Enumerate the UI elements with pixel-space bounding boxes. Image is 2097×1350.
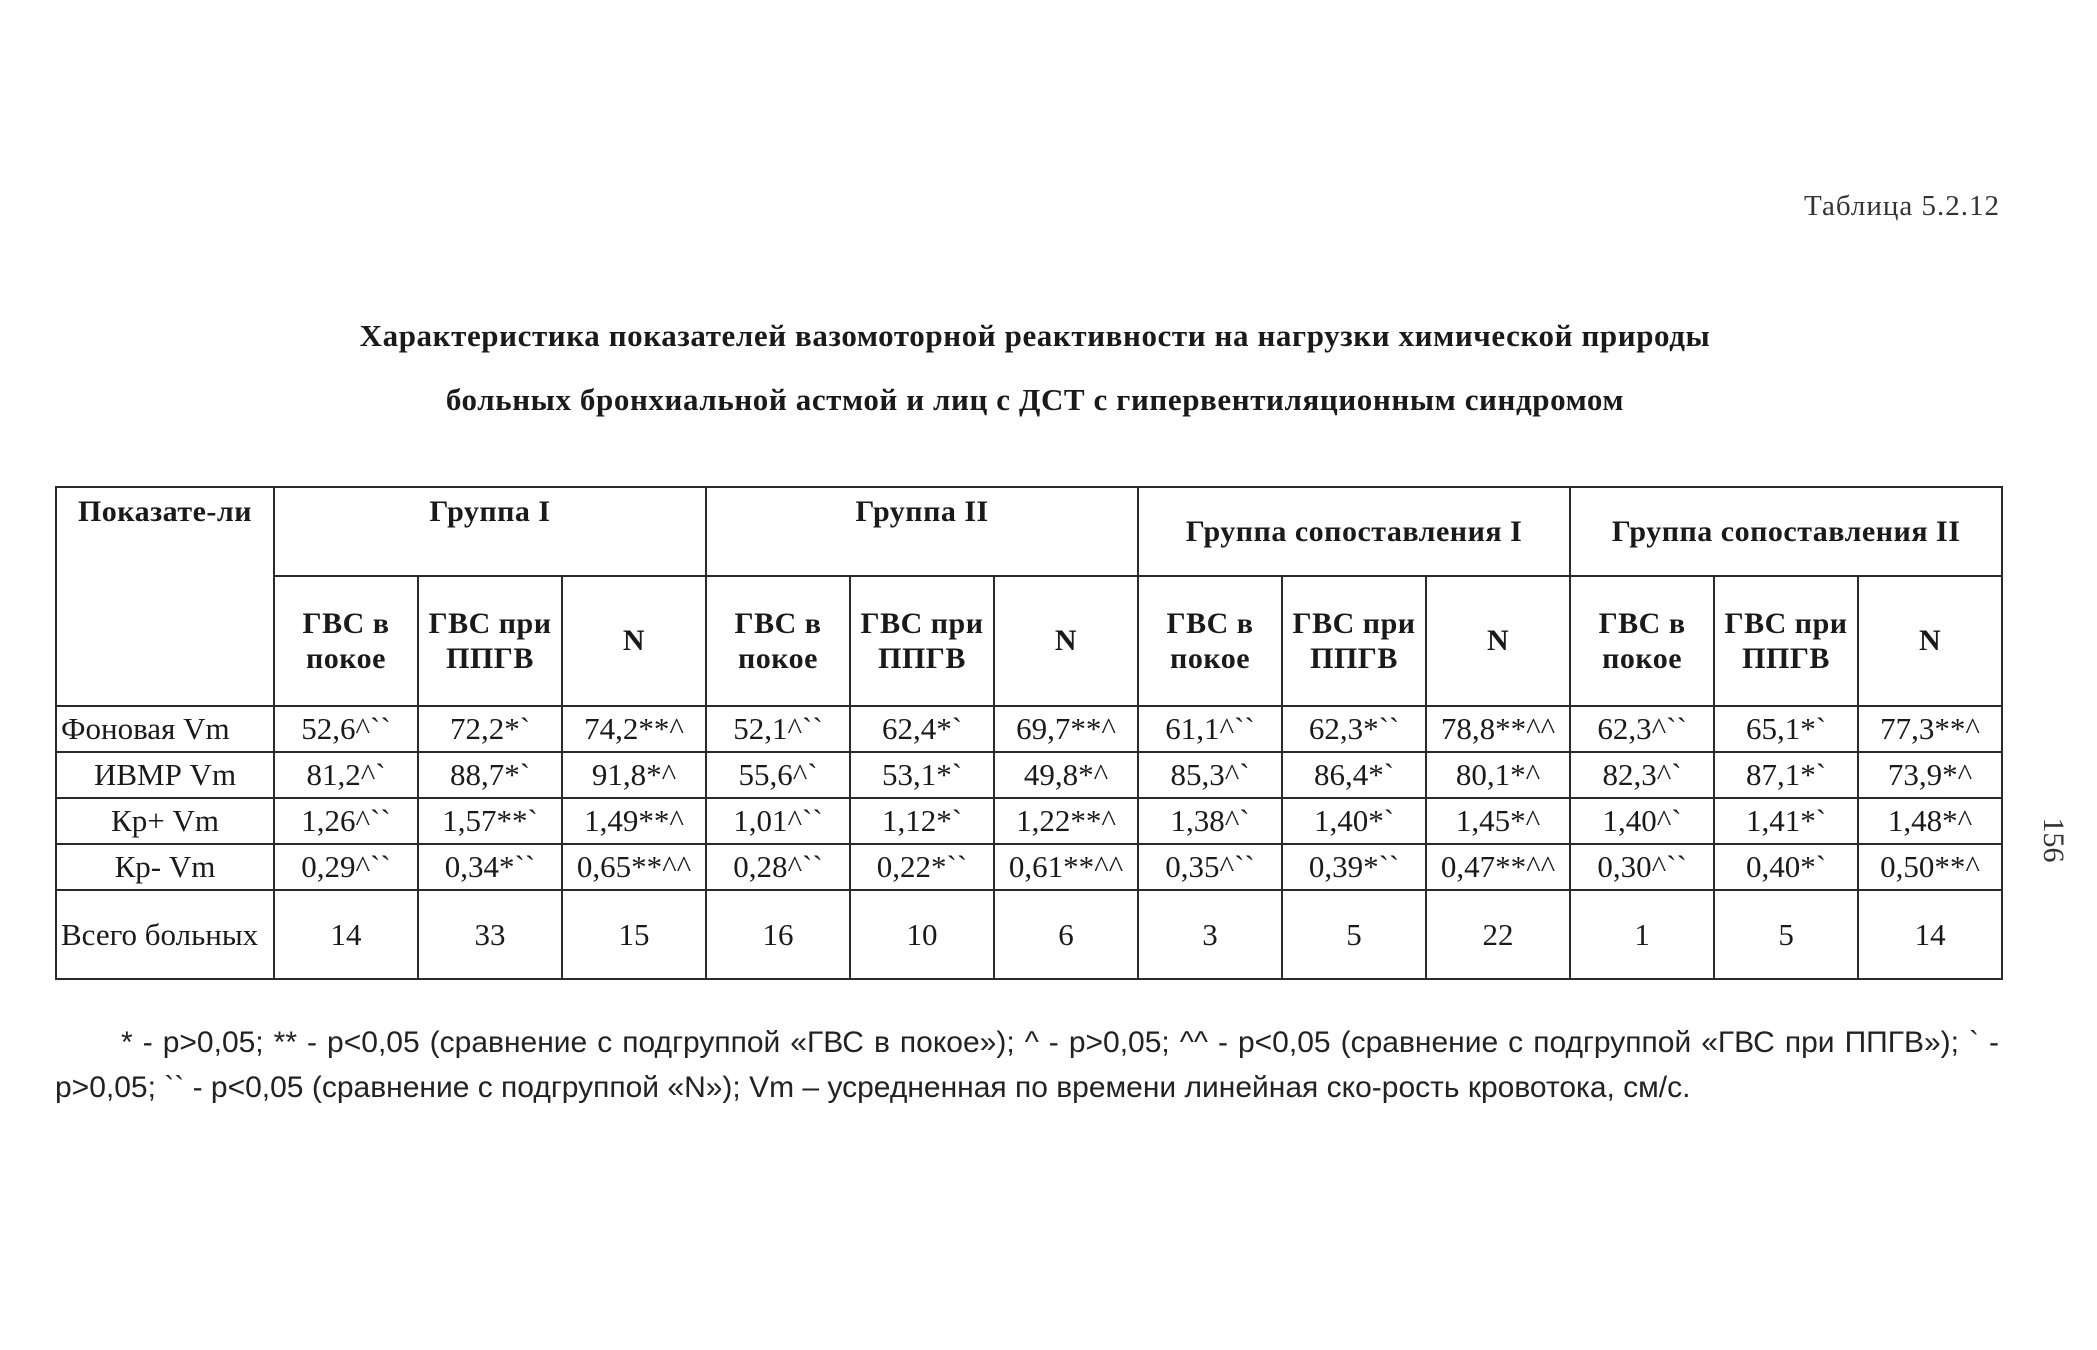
- table-cell: 14: [274, 890, 418, 979]
- table-cell: 1,22**^: [994, 798, 1138, 844]
- table-cell: 69,7**^: [994, 706, 1138, 752]
- results-table: [55, 486, 2003, 980]
- subheader-rest: ГВС в покое: [274, 576, 418, 706]
- header-comparison-group-1: Группа сопоставления I: [1138, 487, 1570, 576]
- row-label: Фоновая Vm: [56, 706, 274, 752]
- header-comparison-group-2: Группа сопоставления II: [1570, 487, 2002, 576]
- table-cell: 1,38^`: [1138, 798, 1282, 844]
- table-cell: 1,49**^: [562, 798, 706, 844]
- table-cell: 0,29^``: [274, 844, 418, 890]
- row-label: ИВМР Vm: [56, 752, 274, 798]
- table-cell: 1: [1570, 890, 1714, 979]
- table-cell: 53,1*`: [850, 752, 994, 798]
- header-indicator: Показате-ли: [56, 487, 274, 706]
- table-cell: 1,01^``: [706, 798, 850, 844]
- table-cell: 88,7*`: [418, 752, 562, 798]
- table-cell: 62,3^``: [1570, 706, 1714, 752]
- table-row: [56, 752, 2002, 798]
- table-cell: 0,22*``: [850, 844, 994, 890]
- table-cell: 55,6^`: [706, 752, 850, 798]
- subheader-pphv: ГВС при ППГВ: [418, 576, 562, 706]
- table-cell: 61,1^``: [1138, 706, 1282, 752]
- table-cell: 1,40^`: [1570, 798, 1714, 844]
- table-cell: 16: [706, 890, 850, 979]
- table-row: [56, 798, 2002, 844]
- table-cell: 65,1*`: [1714, 706, 1858, 752]
- table-cell: 5: [1714, 890, 1858, 979]
- header-row-groups: [56, 487, 2002, 576]
- table-cell: 85,3^`: [1138, 752, 1282, 798]
- table-cell: 0,40*`: [1714, 844, 1858, 890]
- table-cell: 82,3^`: [1570, 752, 1714, 798]
- table-cell: 0,65**^^: [562, 844, 706, 890]
- table-cell: 0,28^``: [706, 844, 850, 890]
- table-cell: 3: [1138, 890, 1282, 979]
- table-cell: 5: [1282, 890, 1426, 979]
- table-cell: 1,41*`: [1714, 798, 1858, 844]
- table-body: [56, 706, 2002, 979]
- table-cell: 6: [994, 890, 1138, 979]
- row-label: Кр+ Vm: [56, 798, 274, 844]
- table-cell: 14: [1858, 890, 2002, 979]
- subheader-n: N: [994, 576, 1138, 706]
- table-cell: 81,2^`: [274, 752, 418, 798]
- table-cell: 87,1*`: [1714, 752, 1858, 798]
- table-cell: 1,12*`: [850, 798, 994, 844]
- table-cell: 1,45*^: [1426, 798, 1570, 844]
- table-cell: 72,2*`: [418, 706, 562, 752]
- table-cell: 1,48*^: [1858, 798, 2002, 844]
- page-number: 156: [2037, 817, 2070, 863]
- table-cell: 86,4*`: [1282, 752, 1426, 798]
- table-cell: 0,50**^: [1858, 844, 2002, 890]
- row-label: Кр- Vm: [56, 844, 274, 890]
- subheader-rest: ГВС в покое: [1570, 576, 1714, 706]
- subheader-rest: ГВС в покое: [706, 576, 850, 706]
- table-title-line-2: больных бронхиальной астмой и лиц с ДСТ с гипервентиляционным синдромом: [445, 382, 1625, 417]
- table-cell: 80,1*^: [1426, 752, 1570, 798]
- table-cell: 78,8**^^: [1426, 706, 1570, 752]
- subheader-n: N: [1858, 576, 2002, 706]
- table-cell: 52,1^``: [706, 706, 850, 752]
- table-cell: 62,4*`: [850, 706, 994, 752]
- subheader-pphv: ГВС при ППГВ: [1714, 576, 1858, 706]
- row-label: Всего больных: [56, 890, 274, 979]
- table-cell: 0,39*``: [1282, 844, 1426, 890]
- table-footnote: [55, 1020, 1999, 1110]
- subheader-pphv: ГВС при ППГВ: [1282, 576, 1426, 706]
- table-cell: 62,3*``: [1282, 706, 1426, 752]
- header-row-subgroups: [56, 576, 2002, 706]
- table-cell: 49,8*^: [994, 752, 1138, 798]
- table-cell: 33: [418, 890, 562, 979]
- table-row: [56, 890, 2002, 979]
- table-cell: 0,47**^^: [1426, 844, 1570, 890]
- table-cell: 0,30^``: [1570, 844, 1714, 890]
- subheader-pphv: ГВС при ППГВ: [850, 576, 994, 706]
- table-row: [56, 706, 2002, 752]
- table-cell: 1,57**`: [418, 798, 562, 844]
- table-cell: 91,8*^: [562, 752, 706, 798]
- table-cell: 10: [850, 890, 994, 979]
- header-group-1: Группа I: [274, 487, 706, 576]
- table-cell: 1,40*`: [1282, 798, 1426, 844]
- table-cell: 22: [1426, 890, 1570, 979]
- table-cell: 77,3**^: [1858, 706, 2002, 752]
- table-title-line-1: Характеристика показателей вазомоторной реактивности на нагрузки химической природы: [359, 318, 1711, 353]
- table-cell: 0,35^``: [1138, 844, 1282, 890]
- table-cell: 0,61**^^: [994, 844, 1138, 890]
- table-cell: 73,9*^: [1858, 752, 2002, 798]
- header-group-2: Группа II: [706, 487, 1138, 576]
- table-row: [56, 844, 2002, 890]
- table-cell: 1,26^``: [274, 798, 418, 844]
- subheader-n: N: [562, 576, 706, 706]
- table-cell: 15: [562, 890, 706, 979]
- table-cell: 0,34*``: [418, 844, 562, 890]
- table-cell: 52,6^``: [274, 706, 418, 752]
- table-caption: Таблица 5.2.12: [1803, 190, 2000, 222]
- table-cell: 74,2**^: [562, 706, 706, 752]
- subheader-rest: ГВС в покое: [1138, 576, 1282, 706]
- footnote-text: * - р>0,05; ** - р<0,05 (сравнение с подгруппой «ГВС в покое»); ^ - р>0,05; ^^ - р<0,05 (сравнение с подгруппой «ГВС при ППГВ»); ` - р>0,05; `` - р<0,05 (сравнение с подгруппой «N»); Vm – усредненная по времени линейная ско-рость кровотока, см/с.: [55, 1026, 1999, 1104]
- subheader-n: N: [1426, 576, 1570, 706]
